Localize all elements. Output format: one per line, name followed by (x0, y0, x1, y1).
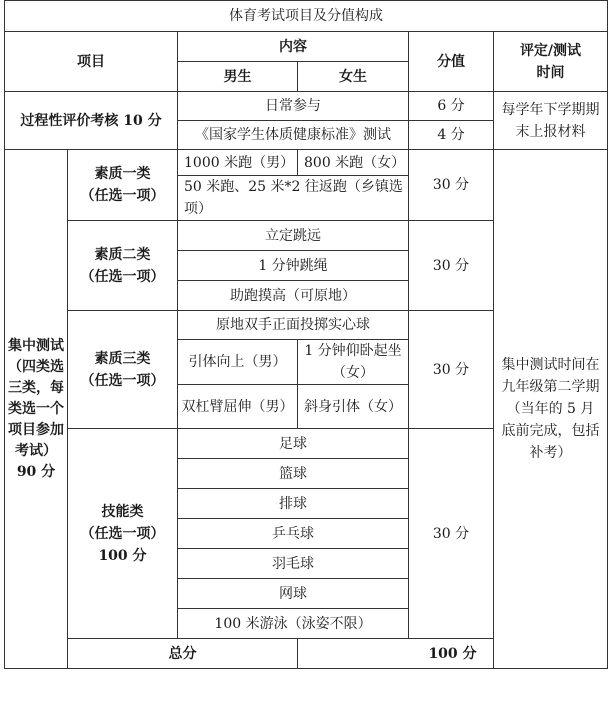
header-female: 女生 (298, 62, 409, 92)
event-item: 50 米跑、25 米*2 往返跑（乡镇选项） (178, 176, 409, 221)
category-score: 30 分 (409, 221, 494, 311)
category-points: 100 分 (98, 547, 147, 564)
event-item: 排球 (178, 489, 409, 519)
category-name: 素质二类 (94, 246, 151, 263)
category-score: 30 分 (409, 429, 494, 639)
category-name-cell (68, 150, 178, 221)
category-name-cell (68, 311, 178, 429)
category-score: 30 分 (409, 150, 494, 221)
process-note: 每学年下学期期末上报材料 (494, 92, 608, 150)
process-row-score: 6 分 (409, 92, 494, 121)
category-name-cell (68, 429, 178, 639)
table-title: 体育考试项目及分值构成 (5, 1, 608, 32)
category-name: 素质三类 (94, 350, 151, 367)
central-note: 集中测试时间在九年级第二学期（当年的 5 月底前完成，包括补考） (494, 150, 608, 669)
category-name-cell (68, 221, 178, 311)
event-item: 乒乓球 (178, 519, 409, 549)
score-table (4, 0, 608, 669)
event-item: 1 分钟跳绳 (178, 251, 409, 281)
total-label: 总分 (68, 639, 298, 669)
event-male: 1000 米跑（男） (178, 150, 298, 176)
process-row-content: 日常参与 (178, 92, 409, 121)
header-assess (494, 32, 608, 92)
header-item: 项目 (5, 32, 178, 92)
category-choose: （任选一项） (80, 372, 165, 389)
header-assess-line2: 时间 (536, 64, 565, 81)
header-male: 男生 (178, 62, 298, 92)
category-choose: （任选一项） (80, 525, 165, 542)
category-choose: （任选一项） (80, 268, 165, 285)
event-item: 立定跳远 (178, 221, 409, 251)
event-item: 羽毛球 (178, 549, 409, 579)
category-score: 30 分 (409, 311, 494, 429)
event-male: 双杠臂屈伸（男） (178, 385, 298, 429)
event-female: 800 米跑（女） (298, 150, 409, 176)
category-name: 技能类 (101, 503, 144, 520)
event-male: 引体向上（男） (178, 340, 298, 385)
process-row-content: 《国家学生体质健康标准》测试 (178, 121, 409, 150)
process-row-score: 4 分 (409, 121, 494, 150)
central-label: 集中测试（四类选三类，每类选一个项目参加考试）90 分 (5, 150, 68, 669)
event-item: 助跑摸高（可原地） (178, 281, 409, 311)
process-label: 过程性评价考核 10 分 (5, 92, 178, 150)
event-item: 原地双手正面投掷实心球 (178, 311, 409, 340)
event-item: 篮球 (178, 459, 409, 489)
event-item: 足球 (178, 429, 409, 459)
event-item: 100 米游泳（泳姿不限） (178, 609, 409, 639)
category-name: 素质一类 (94, 166, 151, 182)
event-female: 斜身引体（女） (298, 385, 409, 429)
total-value: 100 分 (298, 639, 608, 669)
category-choose: （任选一项） (80, 188, 165, 204)
header-assess-line1: 评定/测试 (519, 42, 582, 59)
event-item: 网球 (178, 579, 409, 609)
header-content: 内容 (178, 32, 409, 62)
header-score: 分值 (409, 32, 494, 92)
event-female: 1 分钟仰卧起坐（女） (298, 340, 409, 385)
